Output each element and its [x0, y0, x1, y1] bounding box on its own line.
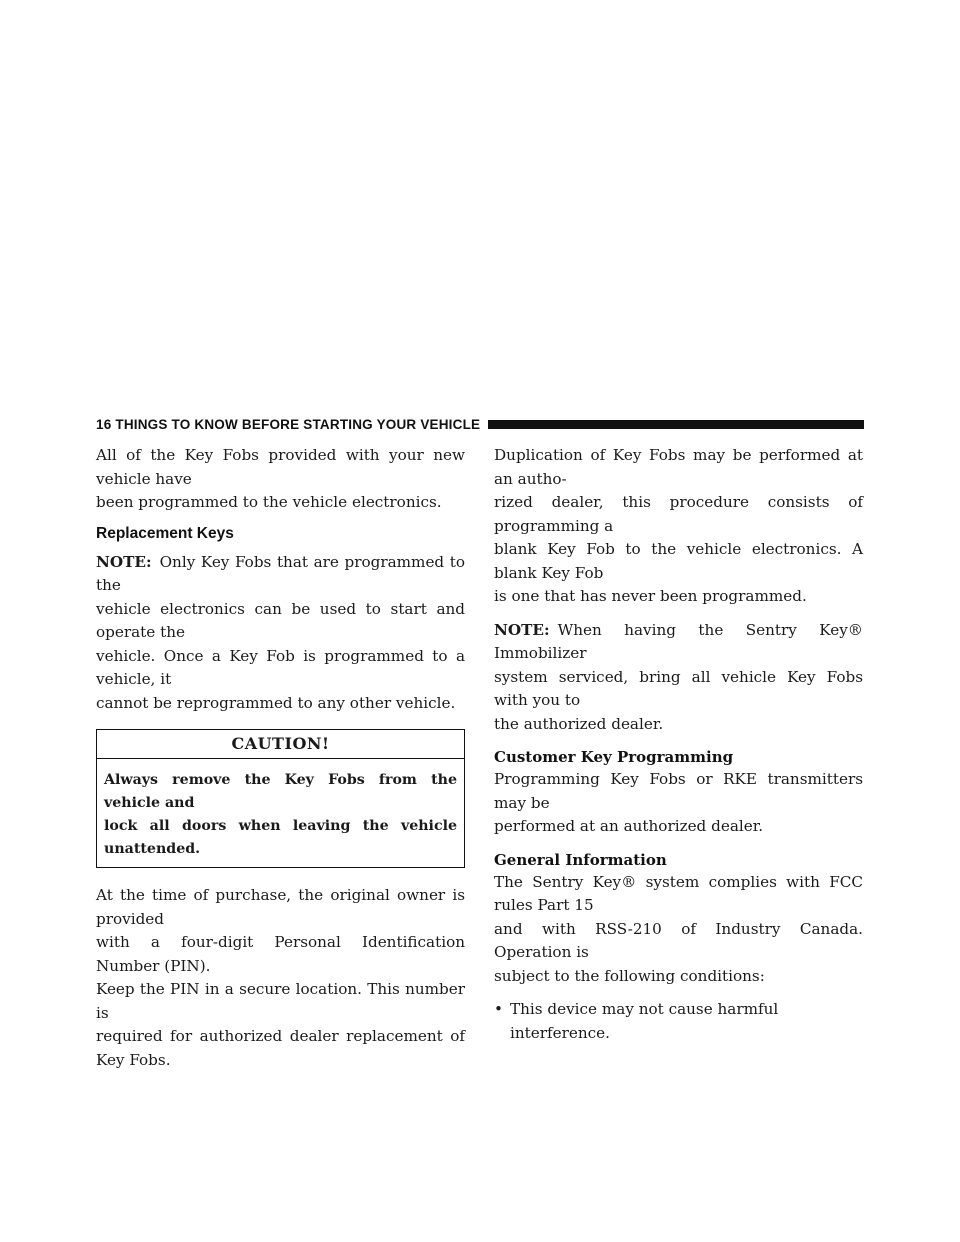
pin-paragraph: At the time of purchase, the original owner is provided with a four-digit Personal Identification Number (PIN). Keep the PIN in a secure location. This number is required for authorized dealer replacement of Key Fobs.	[96, 886, 465, 1069]
general-information-paragraph: The Sentry Key® system complies with FCC rules Part 15 and with RSS-210 of Industry Canada. Operation is subject to the following conditions:	[494, 872, 863, 985]
caution-title: CAUTION!	[97, 730, 464, 759]
caution-box	[96, 729, 465, 868]
heading-general-information: General Information	[494, 850, 667, 869]
note-paragraph-right: NOTE: When having the Sentry Key® Immobilizer system serviced, bring all vehicle Key Fobs with you to the authorized dealer.	[494, 620, 863, 733]
caution-text: Always remove the Key Fobs from the vehicle and lock all doors when leaving the vehicle unattended.	[104, 772, 457, 857]
page-header	[96, 414, 864, 434]
page-number-and-section-title: 16 THINGS TO KNOW BEFORE STARTING YOUR VEHICLE	[96, 416, 481, 432]
heading-customer-key-programming: Customer Key Programming	[494, 748, 734, 766]
section-heading-replacement-keys: Replacement Keys	[96, 524, 234, 542]
intro-paragraph: All of the Key Fobs provided with your new vehicle have been programmed to the vehicle electronics.	[96, 446, 465, 511]
note-label: NOTE:	[96, 552, 152, 571]
note-paragraph-left: NOTE: Only Key Fobs that are programmed to the vehicle electronics can be used to start and operate the vehicle. Once a Key Fob is programmed to a vehicle, it cannot be reprogrammed to any other vehicle.	[96, 552, 465, 712]
left-column	[96, 444, 465, 1072]
note-label: NOTE:	[494, 620, 550, 639]
duplication-paragraph: Duplication of Key Fobs may be performed at an autho- rized dealer, this procedure consists of programming a blank Key Fob to the vehicle electronics. A blank Key Fob is one that has never been programmed.	[494, 446, 863, 605]
customer-key-programming-paragraph: Programming Key Fobs or RKE transmitters may be performed at an authorized dealer.	[494, 770, 863, 835]
header-rule	[488, 420, 864, 429]
bullet-dot-icon: •	[494, 1000, 503, 1018]
bullet-text: This device may not cause harmful interference.	[510, 1000, 779, 1042]
bullet-item	[494, 998, 863, 1045]
right-column	[494, 444, 863, 1045]
